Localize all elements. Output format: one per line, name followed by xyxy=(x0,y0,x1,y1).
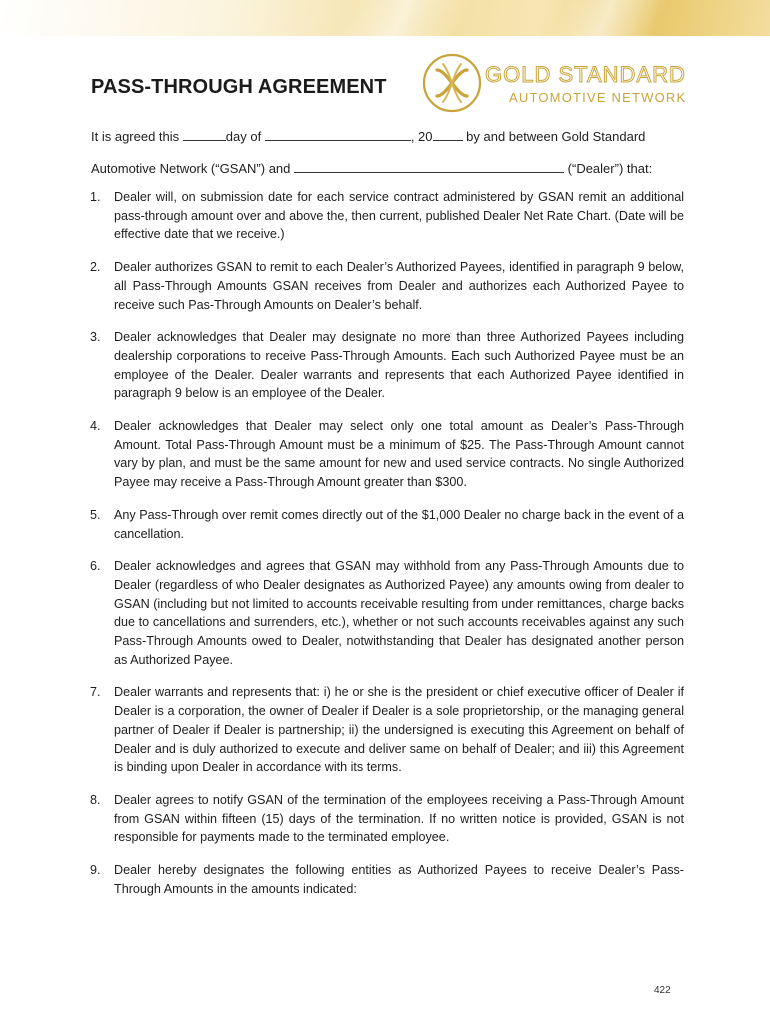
intro-text: day of xyxy=(225,129,262,144)
logo-emblem-icon xyxy=(421,52,483,114)
clause-item xyxy=(90,861,684,898)
intro-text: Automotive Network (“GSAN”) and xyxy=(91,161,291,176)
clause-list xyxy=(90,188,684,899)
year-blank-field[interactable] xyxy=(433,128,463,141)
clause-number: 6. xyxy=(90,559,101,574)
clause-text: Dealer acknowledges and agrees that GSAN may withhold from any Pass-Through Amounts due to Dealer (regardless of who Dealer designates as Authorized Payee) any amounts owing from dealer to GSAN (including but not limited to accounts receivable resulting from under remittances, charge backs due to cancellations and surrenders, etc.), whether or not such accounts receivables against any such Pass-Through Amounts owed to Dealer, notwithstanding that Dealer has designated another person as Authorized Payee. xyxy=(114,559,684,667)
clause-text: Dealer hereby designates the following entities as Authorized Payees to receive Dealer’s Pass-Through Amounts in the amounts indicated: xyxy=(114,863,684,896)
month-blank-field[interactable] xyxy=(265,128,411,141)
clause-text: Dealer will, on submission date for each service contract administered by GSAN remit an additional pass-through amount over and above the, then current, published Dealer Net Rate Chart. (Date will be effective date that we receive.) xyxy=(114,190,684,242)
logo-wordmark: GOLD STANDARD xyxy=(485,62,686,87)
clause-number: 8. xyxy=(90,792,101,807)
intro-line-1 xyxy=(91,128,645,146)
page-number: 422 xyxy=(654,985,671,996)
clause-item xyxy=(90,557,684,669)
clause-item xyxy=(90,188,684,244)
clause-item xyxy=(90,417,684,492)
intro-text: (“Dealer”) that: xyxy=(567,161,653,176)
clause-text: Dealer acknowledges that Dealer may select only one total amount as Dealer’s Pass-Through Amount. Total Pass-Through Amount must be a minimum of $25. The Pass-Through Amount cannot vary by plan, and must be the same amount for new and used service contracts. No single Authorized Payee may receive a Pass-Through Amount greater than $300. xyxy=(114,419,684,490)
intro-line-2 xyxy=(91,160,652,178)
clause-text: Dealer warrants and represents that: i) he or she is the president or chief executive officer of Dealer if Dealer is a corporation, the owner of Dealer if Dealer is a sole proprietorship, or the managing general partner of Dealer if Dealer is partnership; ii) the undersigned is executing this Agreement on behalf of Dealer and is duly authorized to execute and deliver same on behalf of Dealer; and iii) this Agreement is binding upon Dealer in accordance with its terms. xyxy=(114,685,684,775)
intro-text: , 20 xyxy=(410,129,433,144)
clause-number: 4. xyxy=(90,419,101,434)
clause-number: 9. xyxy=(90,863,101,878)
logo-tagline: AUTOMOTIVE NETWORK xyxy=(509,90,687,105)
page-title: PASS-THROUGH AGREEMENT xyxy=(91,76,387,98)
clause-text: Dealer acknowledges that Dealer may designate no more than three Authorized Payees including dealership corporations to receive Pass-Through Amounts. Each such Authorized Payee must be an employee of the Dealer. Dealer warrants and represents that each Authorized Payee identified in paragraph 9 below is an employee of the Dealer. xyxy=(114,330,684,401)
intro-text: It is agreed this xyxy=(91,129,180,144)
clause-item xyxy=(90,258,684,314)
clause-text: Any Pass-Through over remit comes directly out of the $1,000 Dealer no charge back in the event of a cancellation. xyxy=(114,507,684,541)
clause-item xyxy=(90,506,684,543)
dealer-name-blank-field[interactable] xyxy=(294,160,564,173)
clause-item xyxy=(90,791,684,847)
clause-text: Dealer authorizes GSAN to remit to each Dealer’s Authorized Payees, identified in paragraph 9 below, all Pass-Through Amounts GSAN receives from Dealer and authorizes each Authorized Payee to receive such Pas-Through Amounts on Dealer’s behalf. xyxy=(114,260,684,312)
clause-number: 3. xyxy=(90,330,101,345)
clause-number: 5. xyxy=(90,507,101,522)
clause-number: 1. xyxy=(90,190,101,204)
day-blank-field[interactable] xyxy=(183,128,226,141)
intro-text: by and between Gold Standard xyxy=(466,129,646,144)
clause-text: Dealer agrees to notify GSAN of the termination of the employees receiving a Pass-Through Amount from GSAN within fifteen (15) days of the termination. If no written notice is provided, GSAN is not responsible for payments made to the terminated employee. xyxy=(114,792,684,845)
clause-item xyxy=(90,683,684,777)
company-logo xyxy=(421,52,733,114)
header-gradient-band xyxy=(0,0,770,36)
clause-number: 7. xyxy=(90,685,101,700)
clause-number: 2. xyxy=(90,260,101,275)
clause-item xyxy=(90,328,684,403)
